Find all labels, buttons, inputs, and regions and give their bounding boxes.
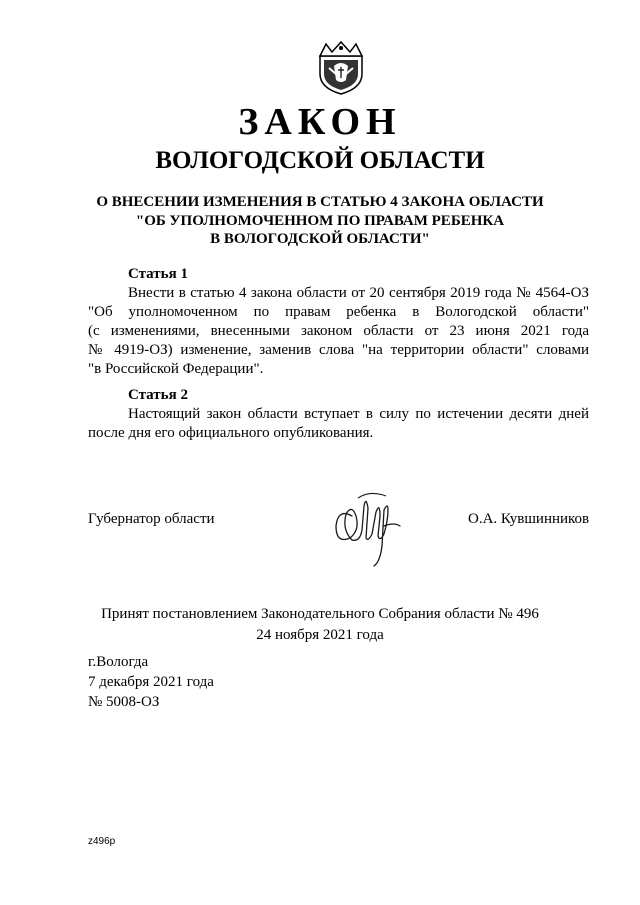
document-title: ЗАКОН <box>238 101 402 143</box>
article-1-title: Статья 1 <box>128 266 188 282</box>
document-subtitle: ВОЛОГОДСКОЙ ОБЛАСТИ <box>155 147 485 174</box>
article-2-title: Статья 2 <box>128 387 188 403</box>
heading-line: В ВОЛОГОДСКОЙ ОБЛАСТИ" <box>210 231 430 247</box>
coat-of-arms-emblem <box>316 40 366 96</box>
heading-line: О ВНЕСЕНИИ ИЗМЕНЕНИЯ В СТАТЬЮ 4 ЗАКОНА ОБЛАСТИ <box>96 194 544 210</box>
article-2-line: после дня его официального опубликования. <box>88 425 374 441</box>
handwritten-signature <box>330 486 410 570</box>
article-1-line: "Об уполномоченном по правам ребенка в Вологодской области" <box>88 304 589 320</box>
signing-date: 7 декабря 2021 года <box>88 674 214 690</box>
adoption-note <box>0 604 640 646</box>
article-2-line: Настоящий закон области вступает в силу по истечении десяти дней <box>128 406 589 422</box>
adoption-date: 24 ноября 2021 года <box>256 627 384 643</box>
article-2-text <box>88 405 589 443</box>
adoption-line: Принят постановлением Законодательного Собрания области № 496 <box>101 606 539 622</box>
law-heading <box>0 193 640 249</box>
place-and-date <box>88 652 214 712</box>
heading-line: "ОБ УПОЛНОМОЧЕННОМ ПО ПРАВАМ РЕБЕНКА <box>135 212 505 229</box>
governor-title: Губернатор области <box>88 511 215 527</box>
article-1-text <box>88 284 589 379</box>
article-1-line: "в Российской Федерации". <box>88 361 264 377</box>
law-number: № 5008-ОЗ <box>88 694 160 710</box>
city: г.Вологда <box>88 654 149 670</box>
article-1-line: Внести в статью 4 закона области от 20 сентября 2019 года № 4564-ОЗ <box>128 285 589 301</box>
article-1-line: (с изменениями, внесенными законом области от 23 июня 2021 года <box>88 323 589 339</box>
article-1-line: № 4919-ОЗ) изменение, заменив слова "на территории области" словами <box>88 342 589 358</box>
governor-name: О.А. Кувшинников <box>468 511 590 527</box>
footer-code: z496p <box>88 836 116 847</box>
